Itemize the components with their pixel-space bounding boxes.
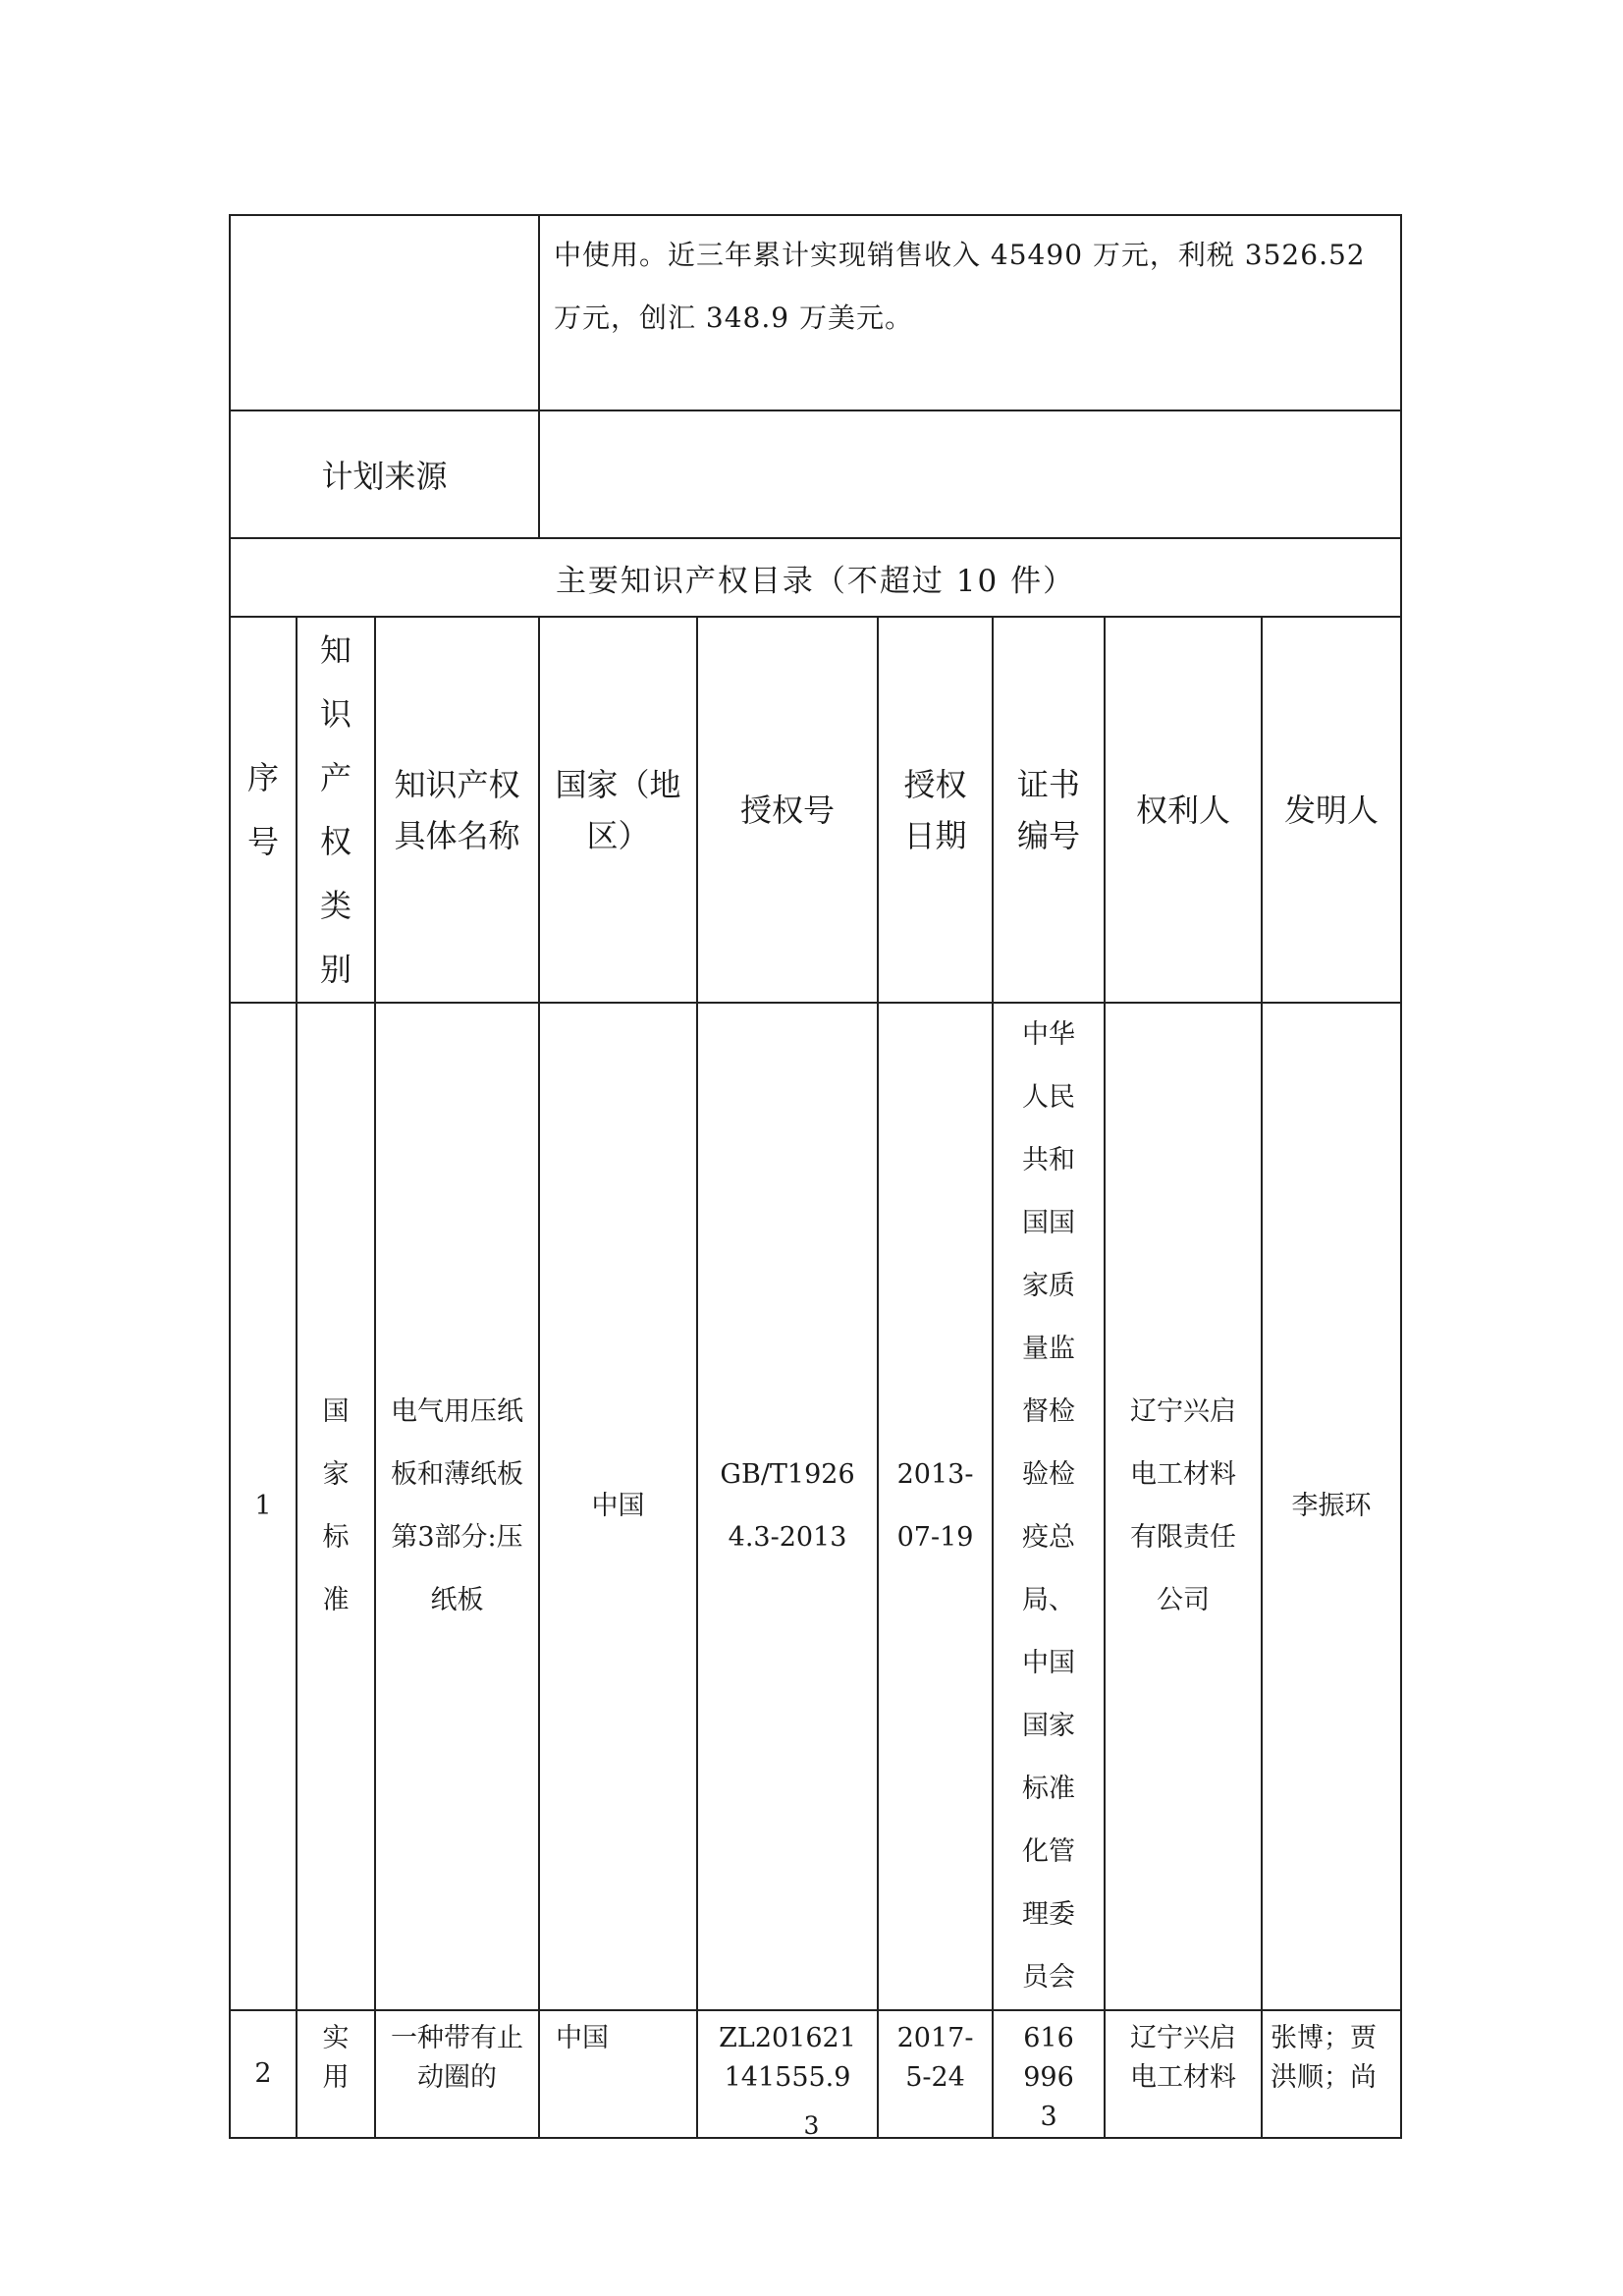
row1-auth-no: GB/T19264.3-2013	[697, 1003, 878, 2010]
row1-name: 电气用压纸板和薄纸板第3部分:压纸板	[375, 1003, 539, 2010]
section-title: 主要知识产权目录（不超过 10 件）	[230, 538, 1401, 617]
row1-index: 1	[230, 1003, 297, 2010]
row2-name: 一种带有止动圈的	[375, 2010, 539, 2138]
row1-category: 国家标准	[297, 1003, 375, 2010]
page-number: 3	[803, 2111, 820, 2140]
header-auth-no: 授权号	[697, 617, 878, 1003]
plan-source-label: 计划来源	[230, 410, 539, 538]
row1-cert-no: 中华人民共和国国家质量监督检验检疫总局、中国国家标准化管理委员会	[993, 1003, 1105, 2010]
row2-category: 实用	[297, 2010, 375, 2138]
row1-country: 中国	[539, 1003, 697, 2010]
plan-source-row	[230, 410, 1401, 538]
ip-table	[229, 214, 1402, 2139]
header-country: 国家（地区）	[539, 617, 697, 1003]
table-row	[230, 1003, 1401, 2010]
row1-owner: 辽宁兴启电工材料有限责任公司	[1105, 1003, 1262, 2010]
plan-source-value	[539, 410, 1401, 538]
row2-auth-no: ZL201621141555.9	[697, 2010, 878, 2138]
header-name: 知识产权具体名称	[375, 617, 539, 1003]
header-index: 序号	[230, 617, 297, 1003]
row1-auth-date: 2013-07-19	[878, 1003, 993, 2010]
header-cert-no: 证书编号	[993, 617, 1105, 1003]
intro-text: 中使用。近三年累计实现销售收入 45490 万元，利税 3526.52 万元，创汇 348.9 万美元。	[539, 215, 1401, 410]
intro-row	[230, 215, 1401, 410]
header-owner: 权利人	[1105, 617, 1262, 1003]
row2-owner: 辽宁兴启电工材料	[1105, 2010, 1262, 2138]
header-auth-date: 授权日期	[878, 617, 993, 1003]
row2-cert-no: 6169963	[993, 2010, 1105, 2138]
section-title-row	[230, 538, 1401, 617]
row2-auth-date: 2017-5-24	[878, 2010, 993, 2138]
header-category: 知识产权类别	[297, 617, 375, 1003]
header-inventor: 发明人	[1262, 617, 1401, 1003]
row2-country: 中国	[539, 2010, 697, 2138]
intro-label-cell	[230, 215, 539, 410]
row2-index: 2	[230, 2010, 297, 2138]
row1-inventor: 李振环	[1262, 1003, 1401, 2010]
row2-inventor: 张博；贾洪顺；尚	[1262, 2010, 1401, 2138]
header-row	[230, 617, 1401, 1003]
